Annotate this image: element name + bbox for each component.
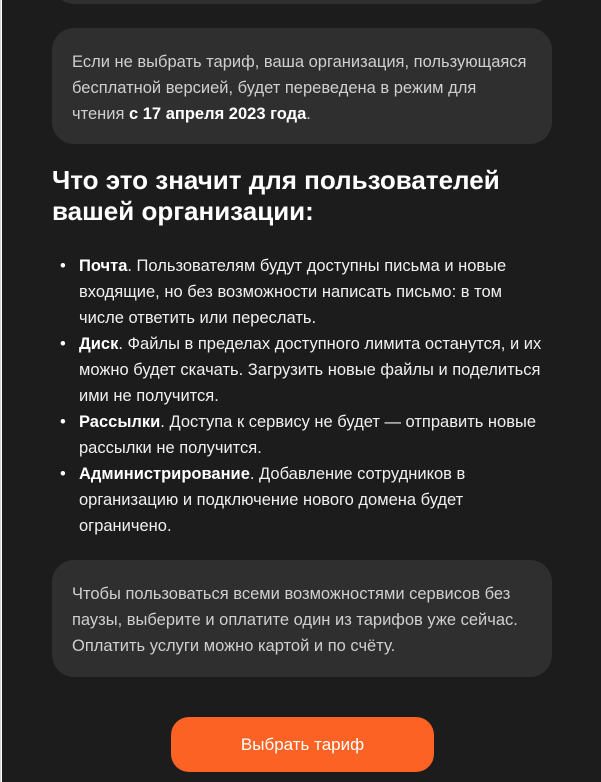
feature-description: . Пользователям будут доступны письма и новые входящие, но без возможности написать письмо: в том числе ответить или переслать. [79,257,507,327]
feature-impact-list [58,253,548,539]
list-item-admin [58,461,548,539]
feature-description: . Файлы в пределах доступного лимита останутся, и их можно будет скачать. Загрузить новые файлы и поделиться ими не получится. [79,335,542,405]
feature-description: . Доступа к сервису не будет — отправить новые рассылки не получится. [79,413,537,457]
choose-plan-button[interactable]: Выбрать тариф [171,717,434,772]
payment-info-text: Чтобы пользоваться всеми возможностями сервисов без паузы, выберите и оплатите один из тарифов уже сейчас. Оплатить услуги можно картой и по счёту. [72,585,518,655]
notice-text-end: . [306,105,311,123]
feature-description: . Добавление сотрудников в организацию и подключение нового домена будет ограничено. [79,465,466,535]
impact-heading: Что это значит для пользователей вашей организации: [52,165,500,226]
list-item-mail [58,253,548,331]
read-only-notice-card [52,28,552,144]
notice-text: Если не выбрать тариф, ваша организация, пользующаяся бесплатной версией, будет переведена в режим для чтения [72,53,527,123]
feature-term: Рассылки [79,413,161,431]
list-item-mailings [58,409,548,461]
feature-term: Диск [79,335,119,353]
bullet-icon: • [60,335,66,353]
list-item-disk [58,331,548,409]
feature-term: Администрирование [79,465,250,483]
previous-card-edge [52,0,552,4]
bullet-icon: • [60,465,66,483]
bullet-icon: • [60,413,66,431]
feature-term: Почта [79,257,128,275]
email-body [2,0,601,782]
payment-info-card [52,560,552,677]
notice-date: с 17 апреля 2023 года [129,105,307,123]
bullet-icon: • [60,257,66,275]
